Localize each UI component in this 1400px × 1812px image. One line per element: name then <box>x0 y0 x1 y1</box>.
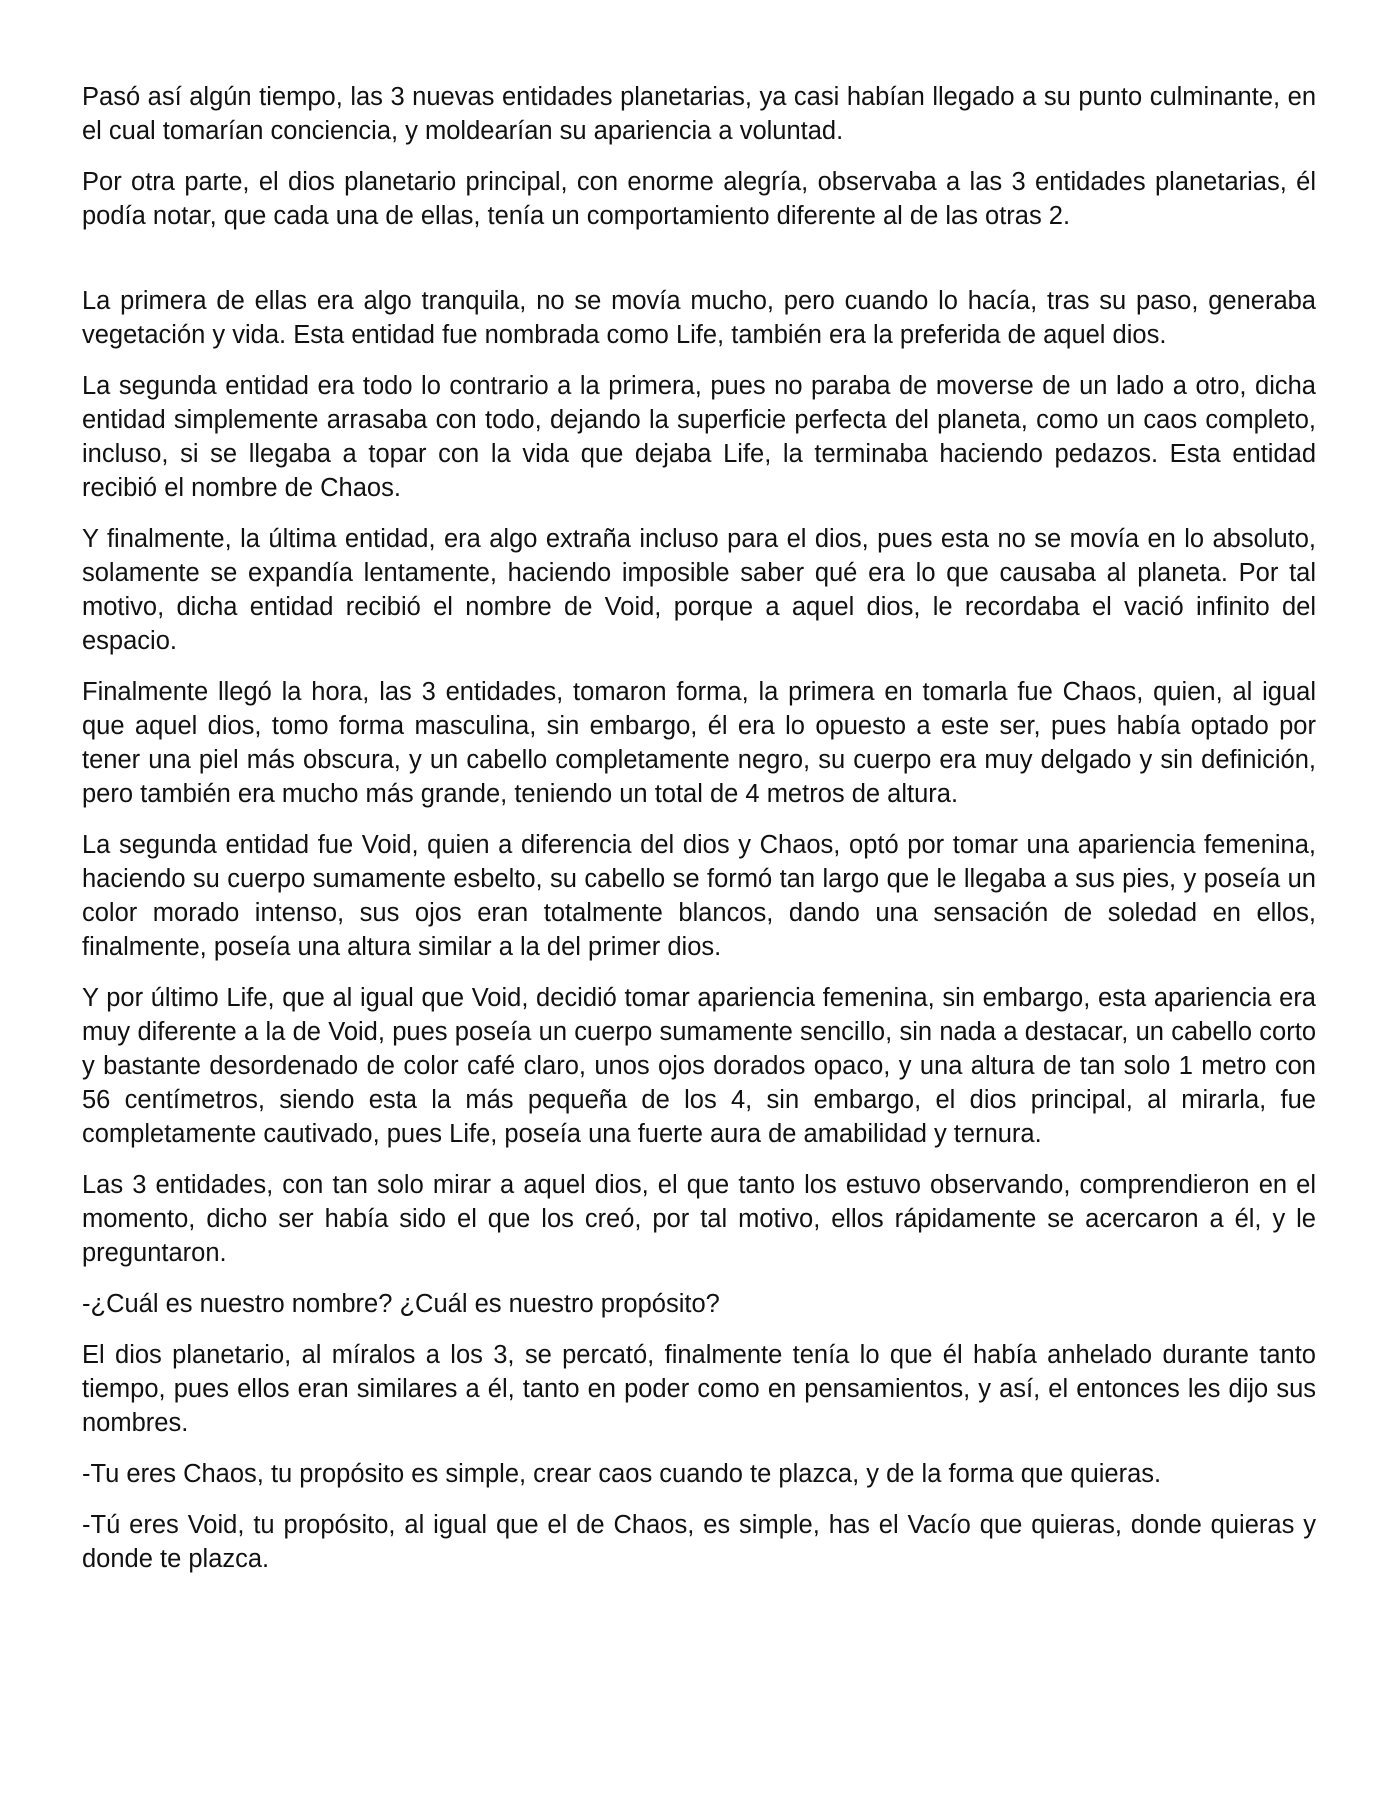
paragraph-3: La primera de ellas era algo tranquila, no se movía mucho, pero cuando lo hacía, tras su paso, generaba vegetación y vida. Esta entidad fue nombrada como Life, también era la preferida de aquel dios. <box>82 287 1316 349</box>
paragraph-7: La segunda entidad fue Void, quien a diferencia del dios y Chaos, optó por tomar una apariencia femenina, haciendo su cuerpo sumamente esbelto, su cabello se formó tan largo que le llegaba a sus pies, y poseía un color morado intenso, sus ojos eran totalmente blancos, dando una sensación de soledad en ellos, finalmente, poseía una altura similar a la del primer dios. <box>82 831 1316 961</box>
document-page <box>82 80 1316 1593</box>
paragraph-8: Y por último Life, que al igual que Void, decidió tomar apariencia femenina, sin embargo, esta apariencia era muy diferente a la de Void, pues poseía un cuerpo sumamente sencillo, sin nada a destacar, un cabello corto y bastante desordenado de color café claro, unos ojos dorados opaco, y una altura de tan solo 1 metro con 56 centímetros, siendo esta la más pequeña de los 4, sin embargo, el dios principal, al mirarla, fue completamente cautivado, pues Life, poseía una fuerte aura de amabilidad y ternura. <box>82 984 1316 1148</box>
dialogue-line-3: -Tú eres Void, tu propósito, al igual que el de Chaos, es simple, has el Vacío que quieras, donde quieras y donde te plazca. <box>82 1511 1316 1573</box>
paragraph-2: Por otra parte, el dios planetario principal, con enorme alegría, observaba a las 3 entidades planetarias, él podía notar, que cada una de ellas, tenía un comportamiento diferente al de las otras 2. <box>82 168 1316 230</box>
paragraph-10: El dios planetario, al míralos a los 3, se percató, finalmente tenía lo que él había anhelado durante tanto tiempo, pues ellos eran similares a él, tanto en poder como en pensamientos, y así, el entonces les dijo sus nombres. <box>82 1341 1316 1437</box>
paragraph-1: Pasó así algún tiempo, las 3 nuevas entidades planetarias, ya casi habían llegado a su punto culminante, en el cual tomarían conciencia, y moldearían su apariencia a voluntad. <box>82 83 1316 145</box>
dialogue-line-2: -Tu eres Chaos, tu propósito es simple, crear caos cuando te plazca, y de la forma que quieras. <box>82 1460 1162 1488</box>
paragraph-5: Y finalmente, la última entidad, era algo extraña incluso para el dios, pues esta no se movía en lo absoluto, solamente se expandía lentamente, haciendo imposible saber qué era lo que causaba al planeta. Por tal motivo, dicha entidad recibió el nombre de Void, porque a aquel dios, le recordaba el vació infinito del espacio. <box>82 525 1316 655</box>
dialogue-line-1: -¿Cuál es nuestro nombre? ¿Cuál es nuestro propósito? <box>82 1290 720 1318</box>
paragraph-6: Finalmente llegó la hora, las 3 entidades, tomaron forma, la primera en tomarla fue Chaos, quien, al igual que aquel dios, tomo forma masculina, sin embargo, él era lo opuesto a este ser, pues había optado por tener una piel más obscura, y un cabello completamente negro, su cuerpo era muy delgado y sin definición, pero también era mucho más grande, teniendo un total de 4 metros de altura. <box>82 678 1316 808</box>
paragraph-4: La segunda entidad era todo lo contrario a la primera, pues no paraba de moverse de un lado a otro, dicha entidad simplemente arrasaba con todo, dejando la superficie perfecta del planeta, como un caos completo, incluso, si se llegaba a topar con la vida que dejaba Life, la terminaba haciendo pedazos. Esta entidad recibió el nombre de Chaos. <box>82 372 1316 502</box>
paragraph-9: Las 3 entidades, con tan solo mirar a aquel dios, el que tanto los estuvo observando, comprendieron en el momento, dicho ser había sido el que los creó, por tal motivo, ellos rápidamente se acercaron a él, y le preguntaron. <box>82 1171 1316 1267</box>
